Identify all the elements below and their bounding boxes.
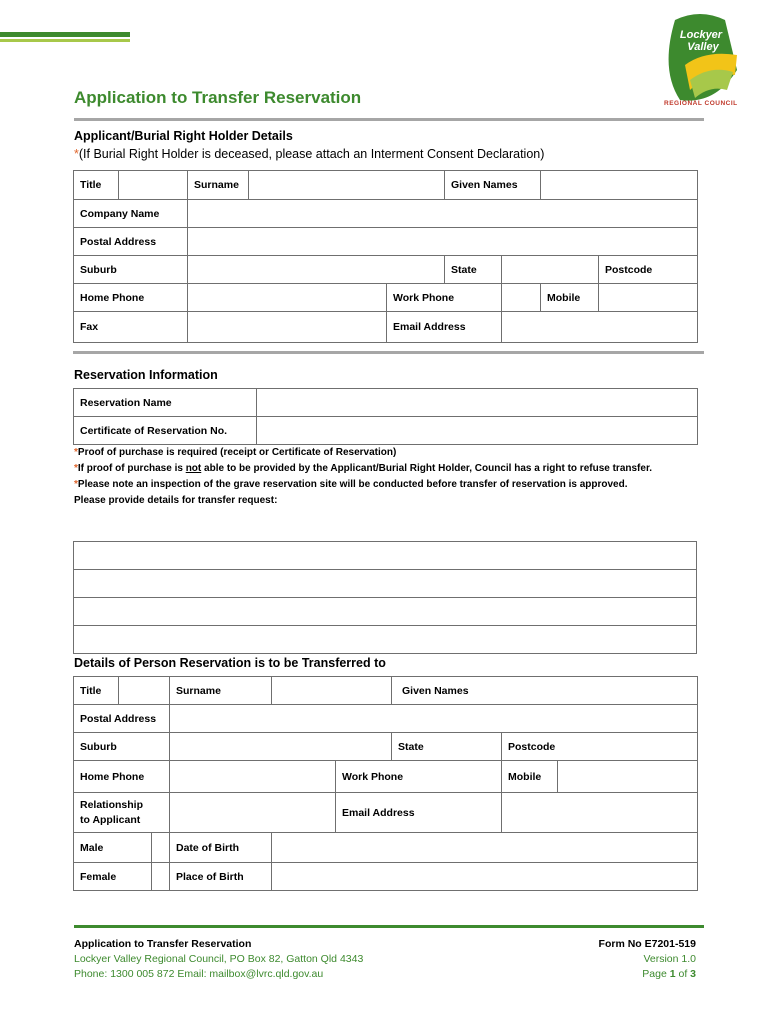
note-inspection: *Please note an inspection of the grave reservation site will be conducted before transfer of reservation is approved.: [74, 479, 628, 490]
page-number: 1: [669, 968, 676, 980]
transfer-request-line[interactable]: [74, 598, 697, 626]
state-field[interactable]: [502, 256, 599, 284]
note-refuse: *If proof of purchase is not able to be provided by the Applicant/Burial Right Holder, Council has a right to refuse transfer.: [74, 463, 653, 474]
section-heading-transferee: Details of Person Reservation is to be Transferred to: [74, 656, 386, 670]
postal-address-field[interactable]: [188, 228, 698, 256]
female-checkbox[interactable]: [152, 863, 170, 891]
footer-address: Lockyer Valley Regional Council, PO Box 82, Gatton Qld 4343: [74, 953, 364, 965]
certificate-no-field[interactable]: [257, 417, 698, 445]
mobile-label: Mobile: [541, 284, 599, 312]
suburb-field-2[interactable]: [170, 733, 392, 761]
email-address-label: Email Address: [387, 312, 502, 343]
given-names-label-2: Given Names: [402, 684, 469, 697]
page-title: Application to Transfer Reservation: [74, 88, 362, 107]
suburb-field[interactable]: [188, 256, 445, 284]
home-phone-field[interactable]: [188, 284, 387, 312]
company-name-field[interactable]: [188, 200, 698, 228]
note-inspection-text: Please note an inspection of the grave reservation site will be conducted before transfer of reservation is approved.: [77, 479, 628, 490]
relationship-label-line2: to Applicant: [80, 813, 141, 826]
required-star: *: [74, 147, 79, 161]
section-divider: [73, 351, 704, 354]
note-refuse-underline: not: [185, 463, 202, 474]
title-label-2: Title: [74, 677, 119, 705]
work-phone-label: Work Phone: [387, 284, 502, 312]
home-phone-label: Home Phone: [74, 284, 188, 312]
surname-label-2: Surname: [170, 677, 272, 705]
given-names-field[interactable]: [541, 171, 698, 200]
footer-form-no: Form No E7201-519: [598, 938, 696, 950]
transfer-request-line[interactable]: [74, 542, 697, 570]
email-address-field[interactable]: [502, 312, 698, 343]
state-label-2-text: State: [398, 740, 424, 753]
date-of-birth-field[interactable]: [272, 833, 698, 863]
note-proof: *Proof of purchase is required (receipt or Certificate of Reservation): [74, 447, 397, 458]
note-details: Please provide details for transfer request:: [74, 495, 278, 506]
footer-contact: Phone: 1300 005 872 Email: mailbox@lvrc.qld.gov.au: [74, 968, 324, 980]
postal-address-field-2[interactable]: [170, 705, 698, 733]
female-label: Female: [74, 863, 152, 891]
work-phone-field[interactable]: [502, 284, 541, 312]
home-phone-field-2[interactable]: [170, 761, 336, 793]
footer-version: Version 1.0: [643, 953, 696, 965]
transfer-request-lines: [73, 541, 697, 654]
postcode-label-2: [502, 733, 698, 761]
postcode-label-2-text: Postcode: [508, 740, 556, 753]
company-name-label: Company Name: [74, 200, 188, 228]
note-refuse-post: able to be provided by the Applicant/Burial Right Holder, Council has a right to refuse transfer.: [201, 463, 653, 474]
section-note: [74, 147, 544, 161]
transfer-request-line[interactable]: [74, 626, 697, 654]
male-checkbox[interactable]: [152, 833, 170, 863]
surname-field[interactable]: [249, 171, 445, 200]
title-label: Title: [74, 171, 119, 200]
email-address-label-2: Email Address: [336, 793, 502, 833]
given-names-field-2[interactable]: [392, 677, 698, 705]
postcode-label-text: Postcode: [605, 263, 653, 276]
postal-address-label-2: Postal Address: [74, 705, 170, 733]
reservation-name-field[interactable]: [257, 389, 698, 417]
relationship-label: [74, 793, 170, 833]
page-prefix: Page: [642, 968, 670, 980]
given-names-label: Given Names: [445, 171, 541, 200]
title-field-2[interactable]: [119, 677, 170, 705]
footer-form-title: Application to Transfer Reservation: [74, 938, 252, 950]
section-heading-applicant: Applicant/Burial Right Holder Details: [74, 129, 293, 143]
surname-label: Surname: [188, 171, 249, 200]
reservation-name-label: Reservation Name: [74, 389, 257, 417]
work-phone-label-2: Work Phone: [336, 761, 502, 793]
footer-page: [642, 967, 696, 982]
reservation-notes: [74, 445, 694, 509]
place-of-birth-field[interactable]: [272, 863, 698, 891]
suburb-label-2: Suburb: [74, 733, 170, 761]
transfer-request-line[interactable]: [74, 570, 697, 598]
relationship-label-line1: Relationship: [80, 798, 144, 811]
mobile-field-2[interactable]: [558, 761, 698, 793]
fax-field[interactable]: [188, 312, 387, 343]
postcode-label: [599, 256, 698, 284]
note-refuse-pre: If proof of purchase is: [77, 463, 186, 474]
title-field[interactable]: [119, 171, 188, 200]
fax-label: Fax: [74, 312, 188, 343]
note-proof-text: Proof of purchase is required (receipt or Certificate of Reservation): [77, 447, 397, 458]
place-of-birth-label: Place of Birth: [170, 863, 272, 891]
header-decoration: [0, 30, 130, 44]
page-of: of: [675, 968, 691, 980]
male-label: Male: [74, 833, 152, 863]
transferee-table: [73, 676, 698, 891]
mobile-field[interactable]: [599, 284, 698, 312]
suburb-label: Suburb: [74, 256, 188, 284]
home-phone-label-2: Home Phone: [74, 761, 170, 793]
logo-caption: REGIONAL COUNCIL: [664, 100, 738, 107]
mobile-label-2: Mobile: [502, 761, 558, 793]
relationship-field[interactable]: [170, 793, 336, 833]
applicant-table: [73, 170, 698, 343]
svg-text:Lockyer: Lockyer: [679, 29, 723, 41]
certificate-no-label: Certificate of Reservation No.: [74, 417, 257, 445]
postal-address-label: Postal Address: [74, 228, 188, 256]
section-heading-reservation: Reservation Information: [74, 368, 218, 382]
footer-rule: [74, 925, 704, 928]
email-address-field-2[interactable]: [502, 793, 698, 833]
reservation-table: [73, 388, 698, 445]
date-of-birth-label: Date of Birth: [170, 833, 272, 863]
title-rule: [74, 118, 704, 121]
svg-text:Valley: Valley: [687, 41, 719, 53]
surname-field-2[interactable]: [272, 677, 392, 705]
council-logo: [655, 10, 745, 110]
section-note-text: (If Burial Right Holder is deceased, please attach an Interment Consent Declaration): [78, 147, 545, 161]
state-label: State: [445, 256, 502, 284]
page-total: 3: [690, 968, 696, 980]
state-label-2: [392, 733, 502, 761]
